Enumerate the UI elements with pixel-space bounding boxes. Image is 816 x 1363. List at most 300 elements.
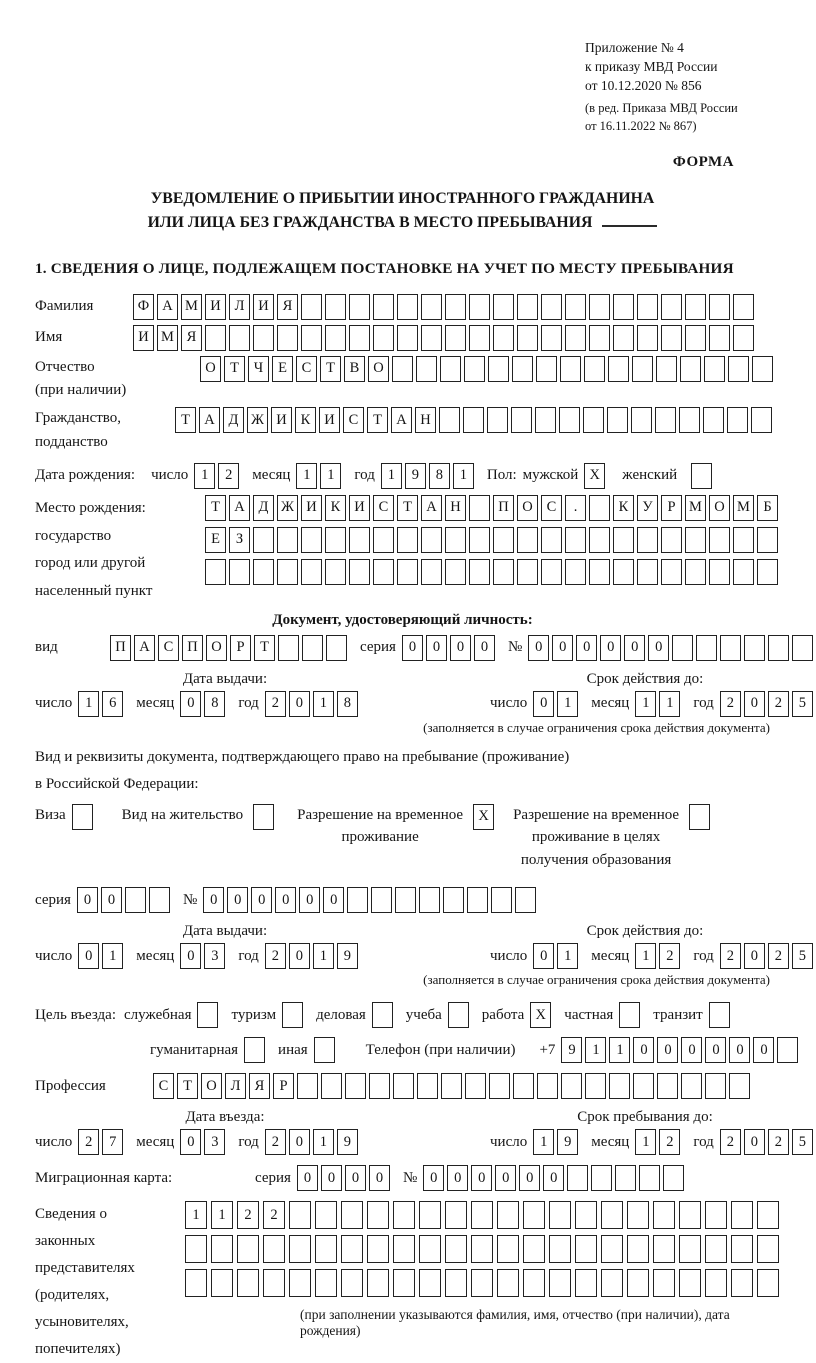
char-cell[interactable]: П xyxy=(493,495,514,521)
char-cell[interactable]: А xyxy=(157,294,178,320)
stay-day[interactable] xyxy=(533,1129,581,1155)
citizenship-field[interactable] xyxy=(175,407,775,433)
char-cell[interactable]: 0 xyxy=(744,943,765,969)
char-cell[interactable] xyxy=(705,1269,727,1297)
char-cell[interactable]: 0 xyxy=(474,635,495,661)
char-cell[interactable]: 0 xyxy=(753,1037,774,1063)
char-cell[interactable]: 1 xyxy=(313,691,334,717)
char-cell[interactable] xyxy=(613,294,634,320)
char-cell[interactable] xyxy=(321,1073,342,1099)
char-cell[interactable] xyxy=(421,294,442,320)
char-cell[interactable] xyxy=(445,1269,467,1297)
char-cell[interactable] xyxy=(445,527,466,553)
char-cell[interactable]: 0 xyxy=(289,691,310,717)
char-cell[interactable] xyxy=(619,1002,640,1028)
char-cell[interactable] xyxy=(541,294,562,320)
residence-expiry-day[interactable] xyxy=(533,943,581,969)
char-cell[interactable]: 0 xyxy=(227,887,248,913)
char-cell[interactable]: К xyxy=(325,495,346,521)
char-cell[interactable]: 2 xyxy=(768,691,789,717)
birth-year-field[interactable] xyxy=(381,463,477,489)
char-cell[interactable]: 0 xyxy=(533,691,554,717)
char-cell[interactable] xyxy=(731,1201,753,1229)
char-cell[interactable]: 2 xyxy=(768,943,789,969)
residence-series-field[interactable] xyxy=(77,887,173,913)
residence-issue-day[interactable] xyxy=(78,943,126,969)
char-cell[interactable]: Я xyxy=(249,1073,270,1099)
char-cell[interactable] xyxy=(489,1073,510,1099)
char-cell[interactable] xyxy=(301,325,322,351)
char-cell[interactable] xyxy=(523,1269,545,1297)
char-cell[interactable]: С xyxy=(343,407,364,433)
char-cell[interactable]: Д xyxy=(223,407,244,433)
char-cell[interactable] xyxy=(627,1235,649,1263)
char-cell[interactable]: Т xyxy=(205,495,226,521)
char-cell[interactable] xyxy=(211,1235,233,1263)
char-cell[interactable] xyxy=(685,294,706,320)
char-cell[interactable]: Ч xyxy=(248,356,269,382)
char-cell[interactable] xyxy=(440,356,461,382)
migration-card-number[interactable] xyxy=(423,1165,687,1191)
doc-kind-field[interactable] xyxy=(110,635,350,661)
char-cell[interactable] xyxy=(397,294,418,320)
char-cell[interactable]: 0 xyxy=(289,943,310,969)
char-cell[interactable]: 0 xyxy=(251,887,272,913)
char-cell[interactable] xyxy=(302,635,323,661)
char-cell[interactable]: 0 xyxy=(402,635,423,661)
char-cell[interactable] xyxy=(696,635,717,661)
char-cell[interactable] xyxy=(469,294,490,320)
char-cell[interactable] xyxy=(471,1235,493,1263)
char-cell[interactable] xyxy=(565,527,586,553)
char-cell[interactable]: 1 xyxy=(659,691,680,717)
char-cell[interactable]: 2 xyxy=(659,1129,680,1155)
purpose-study-checkbox[interactable] xyxy=(448,1002,472,1028)
char-cell[interactable] xyxy=(627,1269,649,1297)
char-cell[interactable] xyxy=(237,1235,259,1263)
char-cell[interactable] xyxy=(704,356,725,382)
char-cell[interactable] xyxy=(469,559,490,585)
char-cell[interactable] xyxy=(653,1201,675,1229)
char-cell[interactable]: А xyxy=(391,407,412,433)
char-cell[interactable] xyxy=(297,1073,318,1099)
char-cell[interactable] xyxy=(565,325,586,351)
char-cell[interactable]: О xyxy=(709,495,730,521)
entry-day[interactable] xyxy=(78,1129,126,1155)
purpose-humanitarian-checkbox[interactable] xyxy=(244,1037,268,1063)
char-cell[interactable]: И xyxy=(319,407,340,433)
char-cell[interactable] xyxy=(441,1073,462,1099)
temp-residence-checkbox[interactable] xyxy=(473,804,497,830)
residence-number-field[interactable] xyxy=(203,887,539,913)
char-cell[interactable] xyxy=(349,559,370,585)
stay-month[interactable] xyxy=(635,1129,683,1155)
char-cell[interactable] xyxy=(637,325,658,351)
representatives-row1[interactable] xyxy=(185,1201,783,1229)
char-cell[interactable] xyxy=(277,559,298,585)
char-cell[interactable]: 0 xyxy=(519,1165,540,1191)
char-cell[interactable]: Т xyxy=(224,356,245,382)
char-cell[interactable] xyxy=(512,356,533,382)
char-cell[interactable] xyxy=(392,356,413,382)
doc-issue-year[interactable] xyxy=(265,691,361,717)
char-cell[interactable] xyxy=(703,407,724,433)
char-cell[interactable] xyxy=(491,887,512,913)
char-cell[interactable]: 0 xyxy=(321,1165,342,1191)
char-cell[interactable] xyxy=(705,1201,727,1229)
char-cell[interactable] xyxy=(768,635,789,661)
char-cell[interactable]: 0 xyxy=(576,635,597,661)
char-cell[interactable] xyxy=(757,527,778,553)
char-cell[interactable]: 1 xyxy=(320,463,341,489)
char-cell[interactable] xyxy=(549,1201,571,1229)
char-cell[interactable] xyxy=(497,1201,519,1229)
char-cell[interactable] xyxy=(341,1269,363,1297)
char-cell[interactable]: 0 xyxy=(729,1037,750,1063)
char-cell[interactable]: 0 xyxy=(744,1129,765,1155)
char-cell[interactable] xyxy=(565,559,586,585)
char-cell[interactable] xyxy=(443,887,464,913)
char-cell[interactable] xyxy=(417,1073,438,1099)
char-cell[interactable] xyxy=(591,1165,612,1191)
char-cell[interactable]: 2 xyxy=(265,1129,286,1155)
char-cell[interactable] xyxy=(464,356,485,382)
char-cell[interactable] xyxy=(752,356,773,382)
char-cell[interactable] xyxy=(705,1235,727,1263)
sex-male-checkbox[interactable] xyxy=(584,463,608,489)
char-cell[interactable]: А xyxy=(421,495,442,521)
char-cell[interactable] xyxy=(325,294,346,320)
char-cell[interactable]: С xyxy=(158,635,179,661)
char-cell[interactable] xyxy=(565,294,586,320)
char-cell[interactable]: Е xyxy=(205,527,226,553)
char-cell[interactable] xyxy=(347,887,368,913)
char-cell[interactable]: 2 xyxy=(720,943,741,969)
char-cell[interactable]: X xyxy=(473,804,494,830)
char-cell[interactable]: 0 xyxy=(426,635,447,661)
char-cell[interactable] xyxy=(567,1165,588,1191)
char-cell[interactable] xyxy=(314,1037,335,1063)
char-cell[interactable]: 2 xyxy=(78,1129,99,1155)
purpose-private-checkbox[interactable] xyxy=(619,1002,643,1028)
char-cell[interactable]: 8 xyxy=(337,691,358,717)
char-cell[interactable]: 0 xyxy=(528,635,549,661)
char-cell[interactable] xyxy=(471,1201,493,1229)
char-cell[interactable] xyxy=(731,1269,753,1297)
char-cell[interactable]: П xyxy=(110,635,131,661)
char-cell[interactable]: Т xyxy=(320,356,341,382)
char-cell[interactable] xyxy=(515,887,536,913)
char-cell[interactable]: 0 xyxy=(657,1037,678,1063)
char-cell[interactable] xyxy=(315,1235,337,1263)
char-cell[interactable]: М xyxy=(685,495,706,521)
char-cell[interactable]: 5 xyxy=(792,691,813,717)
char-cell[interactable] xyxy=(709,325,730,351)
doc-issue-day[interactable] xyxy=(78,691,126,717)
purpose-other-checkbox[interactable] xyxy=(314,1037,338,1063)
char-cell[interactable] xyxy=(541,559,562,585)
temp-residence-education-checkbox[interactable] xyxy=(689,804,713,830)
char-cell[interactable] xyxy=(393,1073,414,1099)
doc-number-field[interactable] xyxy=(528,635,816,661)
char-cell[interactable]: 2 xyxy=(720,691,741,717)
char-cell[interactable] xyxy=(615,1165,636,1191)
char-cell[interactable]: Л xyxy=(225,1073,246,1099)
char-cell[interactable] xyxy=(709,559,730,585)
stay-year[interactable] xyxy=(720,1129,816,1155)
char-cell[interactable] xyxy=(679,1269,701,1297)
char-cell[interactable] xyxy=(757,1201,779,1229)
char-cell[interactable]: 1 xyxy=(211,1201,233,1229)
migration-card-series[interactable] xyxy=(297,1165,393,1191)
char-cell[interactable]: 9 xyxy=(561,1037,582,1063)
char-cell[interactable]: Ж xyxy=(277,495,298,521)
char-cell[interactable] xyxy=(445,294,466,320)
char-cell[interactable] xyxy=(663,1165,684,1191)
doc-issue-month[interactable] xyxy=(180,691,228,717)
residence-expiry-year[interactable] xyxy=(720,943,816,969)
char-cell[interactable] xyxy=(373,559,394,585)
char-cell[interactable] xyxy=(371,887,392,913)
char-cell[interactable]: С xyxy=(373,495,394,521)
char-cell[interactable] xyxy=(632,356,653,382)
char-cell[interactable] xyxy=(733,325,754,351)
char-cell[interactable] xyxy=(517,325,538,351)
char-cell[interactable]: 1 xyxy=(313,943,334,969)
purpose-tourism-checkbox[interactable] xyxy=(282,1002,306,1028)
char-cell[interactable]: 9 xyxy=(337,943,358,969)
char-cell[interactable] xyxy=(751,407,772,433)
char-cell[interactable] xyxy=(613,325,634,351)
char-cell[interactable] xyxy=(679,1201,701,1229)
char-cell[interactable] xyxy=(325,559,346,585)
char-cell[interactable]: 0 xyxy=(681,1037,702,1063)
char-cell[interactable] xyxy=(205,325,226,351)
char-cell[interactable] xyxy=(681,1073,702,1099)
char-cell[interactable]: 3 xyxy=(204,943,225,969)
char-cell[interactable]: Е xyxy=(272,356,293,382)
char-cell[interactable] xyxy=(757,1269,779,1297)
char-cell[interactable] xyxy=(205,559,226,585)
option-temp-residence-education[interactable]: Разрешение на временное проживание в целях получения образования xyxy=(513,804,713,872)
birth-month-field[interactable] xyxy=(296,463,344,489)
char-cell[interactable] xyxy=(633,1073,654,1099)
char-cell[interactable] xyxy=(535,407,556,433)
char-cell[interactable] xyxy=(253,325,274,351)
char-cell[interactable]: 0 xyxy=(77,887,98,913)
char-cell[interactable] xyxy=(637,294,658,320)
char-cell[interactable] xyxy=(393,1269,415,1297)
char-cell[interactable] xyxy=(325,325,346,351)
char-cell[interactable] xyxy=(419,1201,441,1229)
char-cell[interactable]: 9 xyxy=(557,1129,578,1155)
char-cell[interactable]: 0 xyxy=(289,1129,310,1155)
char-cell[interactable] xyxy=(541,527,562,553)
char-cell[interactable] xyxy=(471,1269,493,1297)
char-cell[interactable] xyxy=(792,635,813,661)
representatives-row2[interactable] xyxy=(185,1235,783,1263)
char-cell[interactable]: Я xyxy=(277,294,298,320)
profession-field[interactable] xyxy=(153,1073,753,1099)
char-cell[interactable] xyxy=(709,1002,730,1028)
char-cell[interactable] xyxy=(631,407,652,433)
char-cell[interactable] xyxy=(757,559,778,585)
char-cell[interactable]: 0 xyxy=(633,1037,654,1063)
char-cell[interactable] xyxy=(397,527,418,553)
char-cell[interactable] xyxy=(608,356,629,382)
char-cell[interactable] xyxy=(493,294,514,320)
char-cell[interactable]: Д xyxy=(253,495,274,521)
char-cell[interactable]: С xyxy=(153,1073,174,1099)
char-cell[interactable] xyxy=(517,294,538,320)
char-cell[interactable]: 2 xyxy=(265,691,286,717)
char-cell[interactable]: И xyxy=(349,495,370,521)
char-cell[interactable] xyxy=(469,527,490,553)
char-cell[interactable] xyxy=(149,887,170,913)
char-cell[interactable]: 1 xyxy=(194,463,215,489)
char-cell[interactable]: 0 xyxy=(495,1165,516,1191)
char-cell[interactable] xyxy=(639,1165,660,1191)
char-cell[interactable] xyxy=(282,1002,303,1028)
residence-permit-checkbox[interactable] xyxy=(253,804,277,830)
char-cell[interactable]: Н xyxy=(415,407,436,433)
char-cell[interactable] xyxy=(541,325,562,351)
char-cell[interactable]: 0 xyxy=(101,887,122,913)
char-cell[interactable] xyxy=(560,356,581,382)
char-cell[interactable]: Я xyxy=(181,325,202,351)
char-cell[interactable]: Т xyxy=(177,1073,198,1099)
char-cell[interactable]: И xyxy=(253,294,274,320)
char-cell[interactable] xyxy=(589,294,610,320)
birth-place-row2[interactable] xyxy=(205,527,781,553)
char-cell[interactable] xyxy=(277,325,298,351)
char-cell[interactable] xyxy=(537,1073,558,1099)
char-cell[interactable]: К xyxy=(295,407,316,433)
char-cell[interactable]: 0 xyxy=(624,635,645,661)
visa-checkbox[interactable] xyxy=(72,804,96,830)
char-cell[interactable]: С xyxy=(541,495,562,521)
char-cell[interactable] xyxy=(680,356,701,382)
char-cell[interactable] xyxy=(729,1073,750,1099)
purpose-business-checkbox[interactable] xyxy=(372,1002,396,1028)
char-cell[interactable] xyxy=(373,325,394,351)
char-cell[interactable] xyxy=(367,1235,389,1263)
char-cell[interactable] xyxy=(253,804,274,830)
char-cell[interactable] xyxy=(497,1269,519,1297)
char-cell[interactable] xyxy=(757,1235,779,1263)
char-cell[interactable]: X xyxy=(530,1002,551,1028)
char-cell[interactable]: 0 xyxy=(600,635,621,661)
char-cell[interactable] xyxy=(421,527,442,553)
char-cell[interactable]: 5 xyxy=(792,1129,813,1155)
char-cell[interactable] xyxy=(487,407,508,433)
char-cell[interactable]: М xyxy=(733,495,754,521)
char-cell[interactable]: А xyxy=(199,407,220,433)
char-cell[interactable]: Р xyxy=(661,495,682,521)
char-cell[interactable] xyxy=(416,356,437,382)
char-cell[interactable]: 9 xyxy=(337,1129,358,1155)
char-cell[interactable] xyxy=(589,495,610,521)
char-cell[interactable] xyxy=(689,804,710,830)
birth-day-field[interactable] xyxy=(194,463,242,489)
char-cell[interactable]: 0 xyxy=(705,1037,726,1063)
doc-expiry-month[interactable] xyxy=(635,691,683,717)
phone-field[interactable] xyxy=(561,1037,801,1063)
char-cell[interactable]: Б xyxy=(757,495,778,521)
char-cell[interactable]: 0 xyxy=(275,887,296,913)
char-cell[interactable]: 2 xyxy=(720,1129,741,1155)
char-cell[interactable] xyxy=(601,1235,623,1263)
char-cell[interactable] xyxy=(561,1073,582,1099)
char-cell[interactable] xyxy=(448,1002,469,1028)
char-cell[interactable]: 1 xyxy=(635,943,656,969)
char-cell[interactable] xyxy=(655,407,676,433)
char-cell[interactable] xyxy=(393,1235,415,1263)
char-cell[interactable]: Т xyxy=(367,407,388,433)
char-cell[interactable] xyxy=(705,1073,726,1099)
char-cell[interactable] xyxy=(709,527,730,553)
char-cell[interactable]: Р xyxy=(230,635,251,661)
char-cell[interactable] xyxy=(613,559,634,585)
char-cell[interactable]: Т xyxy=(397,495,418,521)
char-cell[interactable] xyxy=(731,1235,753,1263)
char-cell[interactable]: У xyxy=(637,495,658,521)
char-cell[interactable] xyxy=(728,356,749,382)
char-cell[interactable] xyxy=(493,527,514,553)
char-cell[interactable] xyxy=(549,1269,571,1297)
char-cell[interactable] xyxy=(367,1201,389,1229)
char-cell[interactable]: П xyxy=(182,635,203,661)
char-cell[interactable]: 2 xyxy=(659,943,680,969)
char-cell[interactable] xyxy=(585,1073,606,1099)
char-cell[interactable] xyxy=(393,1201,415,1229)
char-cell[interactable] xyxy=(493,325,514,351)
char-cell[interactable]: М xyxy=(157,325,178,351)
char-cell[interactable] xyxy=(733,527,754,553)
char-cell[interactable] xyxy=(601,1201,623,1229)
char-cell[interactable] xyxy=(685,559,706,585)
char-cell[interactable] xyxy=(536,356,557,382)
char-cell[interactable] xyxy=(373,527,394,553)
char-cell[interactable] xyxy=(727,407,748,433)
char-cell[interactable] xyxy=(301,559,322,585)
char-cell[interactable] xyxy=(589,325,610,351)
option-temp-residence[interactable]: Разрешение на временное проживание X xyxy=(297,804,497,849)
char-cell[interactable]: В xyxy=(344,356,365,382)
char-cell[interactable] xyxy=(463,407,484,433)
char-cell[interactable] xyxy=(607,407,628,433)
char-cell[interactable]: 1 xyxy=(185,1201,207,1229)
char-cell[interactable] xyxy=(237,1269,259,1297)
char-cell[interactable]: 0 xyxy=(297,1165,318,1191)
char-cell[interactable] xyxy=(661,294,682,320)
given-name-field[interactable] xyxy=(133,325,757,351)
char-cell[interactable] xyxy=(575,1269,597,1297)
surname-field[interactable] xyxy=(133,294,757,320)
char-cell[interactable]: 0 xyxy=(450,635,471,661)
char-cell[interactable] xyxy=(685,527,706,553)
purpose-work-checkbox[interactable] xyxy=(530,1002,554,1028)
char-cell[interactable] xyxy=(517,527,538,553)
char-cell[interactable] xyxy=(613,527,634,553)
char-cell[interactable] xyxy=(653,1235,675,1263)
char-cell[interactable] xyxy=(733,294,754,320)
char-cell[interactable] xyxy=(419,1269,441,1297)
char-cell[interactable]: Н xyxy=(445,495,466,521)
char-cell[interactable] xyxy=(627,1201,649,1229)
char-cell[interactable] xyxy=(397,559,418,585)
char-cell[interactable] xyxy=(185,1269,207,1297)
